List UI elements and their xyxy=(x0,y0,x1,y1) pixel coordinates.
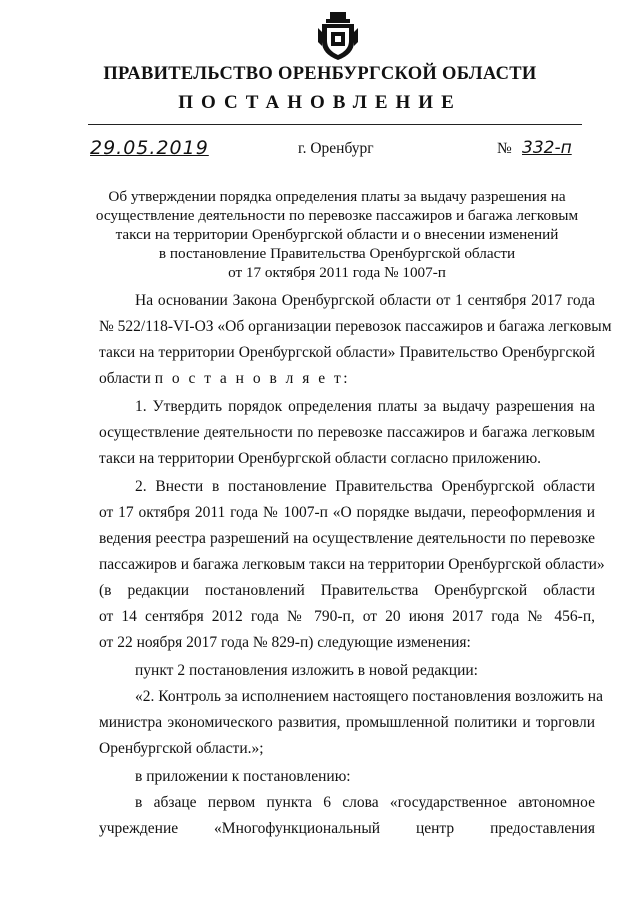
document-number: 332-п xyxy=(522,138,572,158)
body-line: министра экономического развития, промышленной политики и торговли xyxy=(99,714,595,731)
header-divider xyxy=(88,124,582,125)
paragraph-item-2-point xyxy=(99,658,595,684)
title-line: такси на территории Оренбургской области и о внесении изменений xyxy=(115,226,559,243)
body-line: пассажиров и багажа легковым такси на территории Оренбургской области» xyxy=(99,556,605,573)
title-line: в постановление Правительства Оренбургской области xyxy=(158,245,516,262)
document-date: 29.05.2019 xyxy=(90,137,209,159)
body-line: от 17 октября 2011 года № 1007-п «О порядке выдачи, переоформления и xyxy=(99,504,595,521)
paragraph-appendix xyxy=(99,764,595,790)
body-line: осуществление деятельности по перевозке пассажиров и багажа легковым xyxy=(99,424,595,441)
body-line: такси на территории Оренбургской области согласно приложению. xyxy=(99,450,542,467)
title-line: Об утверждении порядка определения платы за выдачу разрешения на xyxy=(108,188,566,205)
paragraph-basis xyxy=(99,288,612,392)
body-line: от 14 сентября 2012 года № 790-п, от 20 июня 2017 года № 456-п, xyxy=(99,608,595,625)
body-line: Оренбургской области.»; xyxy=(99,740,264,757)
paragraph-new-wording xyxy=(99,684,603,762)
document-city: г. Оренбург xyxy=(298,140,374,157)
body-line: пункт 2 постановления изложить в новой редакции: xyxy=(135,662,478,679)
resolves-word: п о с т а н о в л я е т: xyxy=(154,370,351,387)
title-line: от 17 октября 2011 года № 1007-п xyxy=(228,264,446,281)
document-number-label: № xyxy=(497,140,512,157)
document-type: ПОСТАНОВЛЕНИЕ xyxy=(178,92,462,113)
body-line: такси на территории Оренбургской области» Правительство Оренбургской xyxy=(99,344,595,361)
body-line: № 522/118-VI-ОЗ «Об организации перевозок пассажиров и багажа легковым xyxy=(99,318,612,335)
body-line: «2. Контроль за исполнением настоящего постановления возложить на xyxy=(135,688,603,705)
government-name: ПРАВИТЕЛЬСТВО ОРЕНБУРГСКОЙ ОБЛАСТИ xyxy=(103,64,537,84)
body-line: от 22 ноября 2017 года № 829-п) следующие изменения: xyxy=(99,634,471,651)
title-line: осуществление деятельности по перевозке пассажиров и багажа легковым xyxy=(95,207,579,224)
body-line: На основании Закона Оренбургской области от 1 сентября 2017 года xyxy=(135,292,595,309)
coat-of-arms-emblem xyxy=(316,10,360,62)
document-title xyxy=(92,187,582,282)
paragraph-item-2 xyxy=(99,474,605,656)
paragraph-item-1 xyxy=(99,394,595,472)
body-line: (в редакции постановлений Правительства Оренбургской области xyxy=(99,582,595,599)
paragraph-abzac xyxy=(99,790,595,842)
body-line: в приложении к постановлению: xyxy=(135,768,351,785)
body-line: в абзаце первом пункта 6 слова «государственное автономное xyxy=(135,794,595,811)
body-line: ведения реестра разрешений на осуществление деятельности по перевозке xyxy=(99,530,595,547)
body-line xyxy=(99,366,595,392)
body-line: учреждение «Многофункциональный центр предоставления xyxy=(99,820,595,837)
body-line: 1. Утвердить порядок определения платы за выдачу разрешения на xyxy=(135,398,595,415)
body-line-start: области xyxy=(99,370,155,387)
body-line: 2. Внести в постановление Правительства Оренбургской области xyxy=(135,478,595,495)
